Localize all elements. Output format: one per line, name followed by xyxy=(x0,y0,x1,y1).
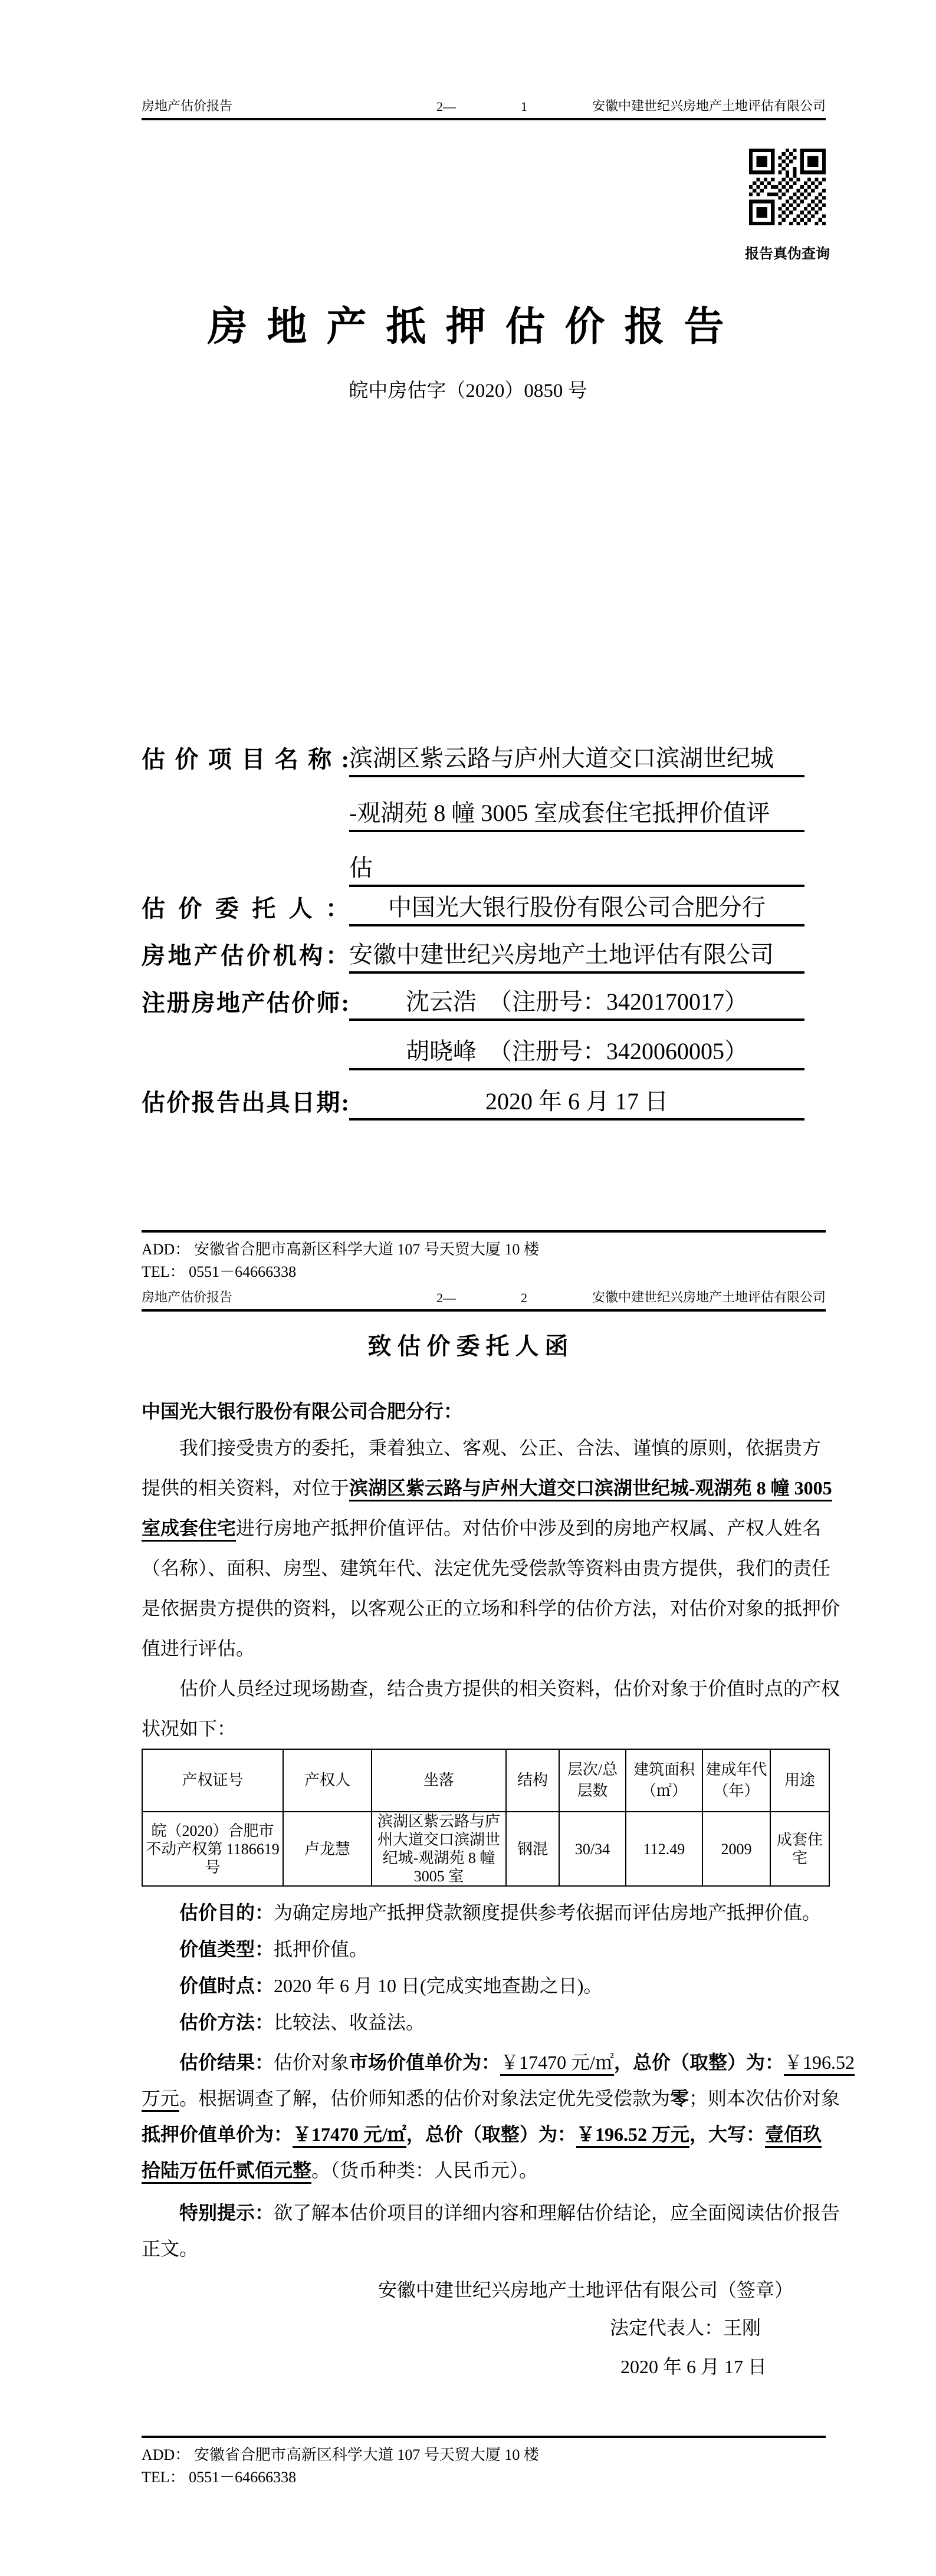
table-header-cell: 建成年代（年） xyxy=(702,1749,770,1812)
field-label xyxy=(142,881,349,887)
form-field-row xyxy=(142,1037,804,1070)
table-header-cell: 坐落 xyxy=(372,1749,506,1812)
field-value: 沈云浩 （注册号：3420170017） xyxy=(349,990,804,1021)
text-line xyxy=(142,2153,826,2189)
text-segment: ，大写： xyxy=(689,2124,765,2145)
text-segment: 万元 xyxy=(142,2088,179,2112)
table-cell: 成套住宅 xyxy=(770,1812,829,1886)
text-segment: ￥17470 元/㎡ xyxy=(293,2124,406,2148)
text-segment xyxy=(142,1938,179,1960)
text-segment: 价值时点： xyxy=(179,1975,274,1996)
header-company-name: 安徽中建世纪兴房地产土地评估有限公司 xyxy=(592,98,826,113)
header-doc-title: 房地产估价报告 xyxy=(142,1290,233,1305)
text-segment: 正文。 xyxy=(142,2238,199,2259)
field-label: 估价项目名称: xyxy=(142,746,349,773)
page2-header xyxy=(142,1290,826,1312)
text-segment: 估价方法： xyxy=(179,2012,274,2033)
text-segment: 拾陆万伍仟贰佰元整 xyxy=(142,2160,311,2184)
form-field-row xyxy=(142,941,804,974)
text-line xyxy=(142,1508,826,1548)
text-segment: 比较法、收益法。 xyxy=(274,2012,425,2033)
text-segment: 零 xyxy=(670,2088,689,2109)
text-segment: 壹佰玖 xyxy=(765,2124,822,2148)
text-segment: 价值类型： xyxy=(179,1938,274,1960)
field-label xyxy=(142,826,349,832)
text-segment xyxy=(142,2012,179,2033)
field-label: 注册房地产估价师: xyxy=(142,990,349,1016)
form-field-row xyxy=(142,1087,804,1121)
text-segment: 是依据贵方提供的资料，以客观公正的立场和科学的估价方法，对估价对象的抵押价 xyxy=(142,1598,840,1619)
text-segment: 估价目的： xyxy=(179,1902,274,1923)
text-segment: 欲了解本估价项目的详细内容和理解估价结论，应全面阅读估价报告 xyxy=(274,2202,840,2223)
field-label xyxy=(142,1064,349,1070)
text-segment: 进行房地产抵押价值评估。对估价中涉及到的房地产权属、产权人姓名 xyxy=(236,1517,822,1539)
footer-tel: TEL： 0551－64666338 xyxy=(142,2469,297,2486)
text-segment: 。根据调查了解，估价师知悉的估价对象法定优先受偿款为 xyxy=(179,2088,671,2109)
table-header-cell: 结构 xyxy=(506,1749,559,1812)
header-doc-title: 房地产估价报告 xyxy=(142,98,233,113)
text-segment: 市场价值单价为： xyxy=(349,2052,501,2073)
field-value: 估 xyxy=(349,856,804,887)
text-segment: 值进行评估。 xyxy=(142,1638,255,1659)
text-segment: 滨湖区紫云路与庐州大道交口滨湖世纪城-观湖苑 8 幢 3005 xyxy=(349,1477,832,1501)
text-segment: 状况如下： xyxy=(142,1718,237,1739)
text-segment xyxy=(142,2202,179,2223)
header-page-number: 2 xyxy=(521,1290,527,1305)
form-field-row xyxy=(142,893,804,926)
appraisal-result xyxy=(142,2045,855,2189)
field-value: 中国光大银行股份有限公司合肥分行 xyxy=(349,896,804,926)
table-cell: 钢混 xyxy=(506,1812,559,1886)
text-line xyxy=(142,1468,832,1508)
text-line xyxy=(142,1588,840,1628)
text-segment: ，总价（取整）为： xyxy=(406,2124,576,2145)
table-header-cell: 建筑面积（㎡） xyxy=(626,1749,702,1812)
field-value: -观湖苑 8 幢 3005 室成套住宅抵押价值评 xyxy=(349,801,804,832)
field-label: 房地产估价机构： xyxy=(142,942,349,969)
text-segment: 抵押价值单价为： xyxy=(142,2124,293,2145)
text-segment xyxy=(142,1902,179,1923)
text-line xyxy=(142,1628,826,1668)
special-notice xyxy=(142,2195,840,2267)
qr-caption: 报告真伪查询 xyxy=(745,247,830,262)
table-cell: 2009 xyxy=(702,1812,770,1886)
salutation: 中国光大银行股份有限公司合肥分行： xyxy=(142,1401,463,1422)
text-segment: 室成套住宅 xyxy=(142,1517,236,1542)
qr-code-icon xyxy=(749,149,826,225)
header-page-label: 2— xyxy=(436,99,456,114)
table-head xyxy=(142,1749,829,1812)
text-line xyxy=(142,2081,840,2117)
header-page-label: 2— xyxy=(436,1290,456,1305)
text-segment: 估价对象 xyxy=(274,2052,350,2073)
text-line xyxy=(142,2045,855,2081)
qr-code xyxy=(749,149,826,225)
text-line xyxy=(142,2117,826,2153)
text-line xyxy=(142,1668,840,1708)
signoff-company: 安徽中建世纪兴房地产土地评估有限公司（签章） xyxy=(377,2279,793,2301)
text-segment: 2020 年 6 月 10 日(完成实地查勘之日)。 xyxy=(274,1975,603,1996)
letter-body xyxy=(142,1428,840,1749)
text-segment: 为确定房地产抵押贷款额度提供参考依据而评估房地产抵押价值。 xyxy=(274,1902,822,1923)
appraisal-items xyxy=(142,1894,826,2041)
text-line xyxy=(142,1931,826,1967)
text-segment: 估价结果： xyxy=(179,2052,274,2073)
signoff-date: 2020 年 6 月 17 日 xyxy=(620,2356,767,2377)
document-number: 皖中房估字（2020）0850 号 xyxy=(349,380,587,402)
report-title: 房 地 产 抵 押 估 价 报 告 xyxy=(207,304,729,349)
text-line xyxy=(142,1548,831,1588)
text-line xyxy=(142,1428,826,1468)
field-label: 估价委托人： xyxy=(142,895,349,922)
field-value: 2020 年 6 月 17 日 xyxy=(349,1090,804,1121)
field-value: 安徽中建世纪兴房地产土地评估有限公司 xyxy=(349,943,804,974)
field-label: 估价报告出具日期: xyxy=(142,1089,349,1116)
text-line xyxy=(142,2231,826,2267)
page2-footer xyxy=(142,2436,826,2489)
table-cell: 112.49 xyxy=(626,1812,702,1886)
table-body xyxy=(142,1812,829,1886)
form-field-row xyxy=(142,854,804,887)
text-line xyxy=(142,1967,826,2004)
letter-title: 致 估 价 委 托 人 函 xyxy=(367,1333,569,1359)
signoff-legal-representative: 法定代表人：王刚 xyxy=(609,2317,761,2338)
header-page-indicator xyxy=(436,99,527,114)
text-segment: ，总价（取整）为： xyxy=(613,2052,784,2073)
text-segment: 。（货币种类：人民币元）。 xyxy=(311,2160,538,2181)
text-segment xyxy=(142,2052,179,2073)
text-segment xyxy=(142,1975,179,1996)
table-cell: 30/34 xyxy=(559,1812,626,1886)
text-line xyxy=(142,2004,826,2041)
text-segment: ；则本次估价对象 xyxy=(689,2088,840,2109)
form-field-row xyxy=(142,988,804,1021)
text-segment: 特别提示： xyxy=(179,2202,274,2223)
header-company-name: 安徽中建世纪兴房地产土地评估有限公司 xyxy=(592,1290,826,1305)
form-field-row xyxy=(142,799,804,832)
page1-header xyxy=(142,99,826,120)
table-cell: 皖（2020）合肥市不动产权第 1186619 号 xyxy=(142,1812,283,1886)
table-header-cell: 产权证号 xyxy=(142,1749,283,1812)
text-segment: 估价人员经过现场勘查，结合贵方提供的相关资料，估价对象于价值时点的产权 xyxy=(142,1678,840,1699)
table-header-cell: 层次/总层数 xyxy=(559,1749,626,1812)
footer-address: ADD： 安徽省合肥市高新区科学大道 107 号天贸大厦 10 楼 xyxy=(142,2446,539,2463)
text-segment: 抵押价值。 xyxy=(274,1938,369,1960)
text-segment: ￥196.52 万元 xyxy=(576,2124,689,2148)
form-field-row xyxy=(142,744,804,777)
text-line xyxy=(142,2195,840,2231)
table-header-cell: 用途 xyxy=(770,1749,829,1812)
text-segment: 提供的相关资料，对位于 xyxy=(142,1477,350,1499)
page1-footer xyxy=(142,1230,826,1283)
footer-tel: TEL： 0551－64666338 xyxy=(142,1263,297,1280)
text-segment: （名称）、面积、房型、建筑年代、法定优先受偿款等资料由贵方提供，我们的责任 xyxy=(142,1558,831,1579)
text-segment: ￥17470 元/㎡ xyxy=(500,2052,614,2076)
header-page-number: 1 xyxy=(521,99,527,114)
text-segment: 我们接受贵方的委托，秉着独立、客观、公正、合法、谨慎的原则，依据贵方 xyxy=(142,1437,822,1458)
text-line xyxy=(142,1894,826,1931)
table-cell: 卢龙慧 xyxy=(283,1812,372,1886)
header-page-indicator xyxy=(436,1290,527,1306)
field-value: 胡晓峰 （注册号：3420060005） xyxy=(349,1040,804,1070)
text-segment: ￥196.52 xyxy=(784,2052,855,2076)
field-value: 滨湖区紫云路与庐州大道交口滨湖世纪城 xyxy=(349,747,804,777)
table-header-cell: 产权人 xyxy=(283,1749,372,1812)
table-row xyxy=(142,1812,829,1886)
property-rights-table xyxy=(142,1749,830,1887)
text-line xyxy=(142,1708,826,1749)
table-cell: 滨湖区紫云路与庐州大道交口滨湖世纪城-观湖苑 8 幢 3005 室 xyxy=(372,1812,506,1886)
footer-address: ADD： 安徽省合肥市高新区科学大道 107 号天贸大厦 10 楼 xyxy=(142,1241,539,1258)
